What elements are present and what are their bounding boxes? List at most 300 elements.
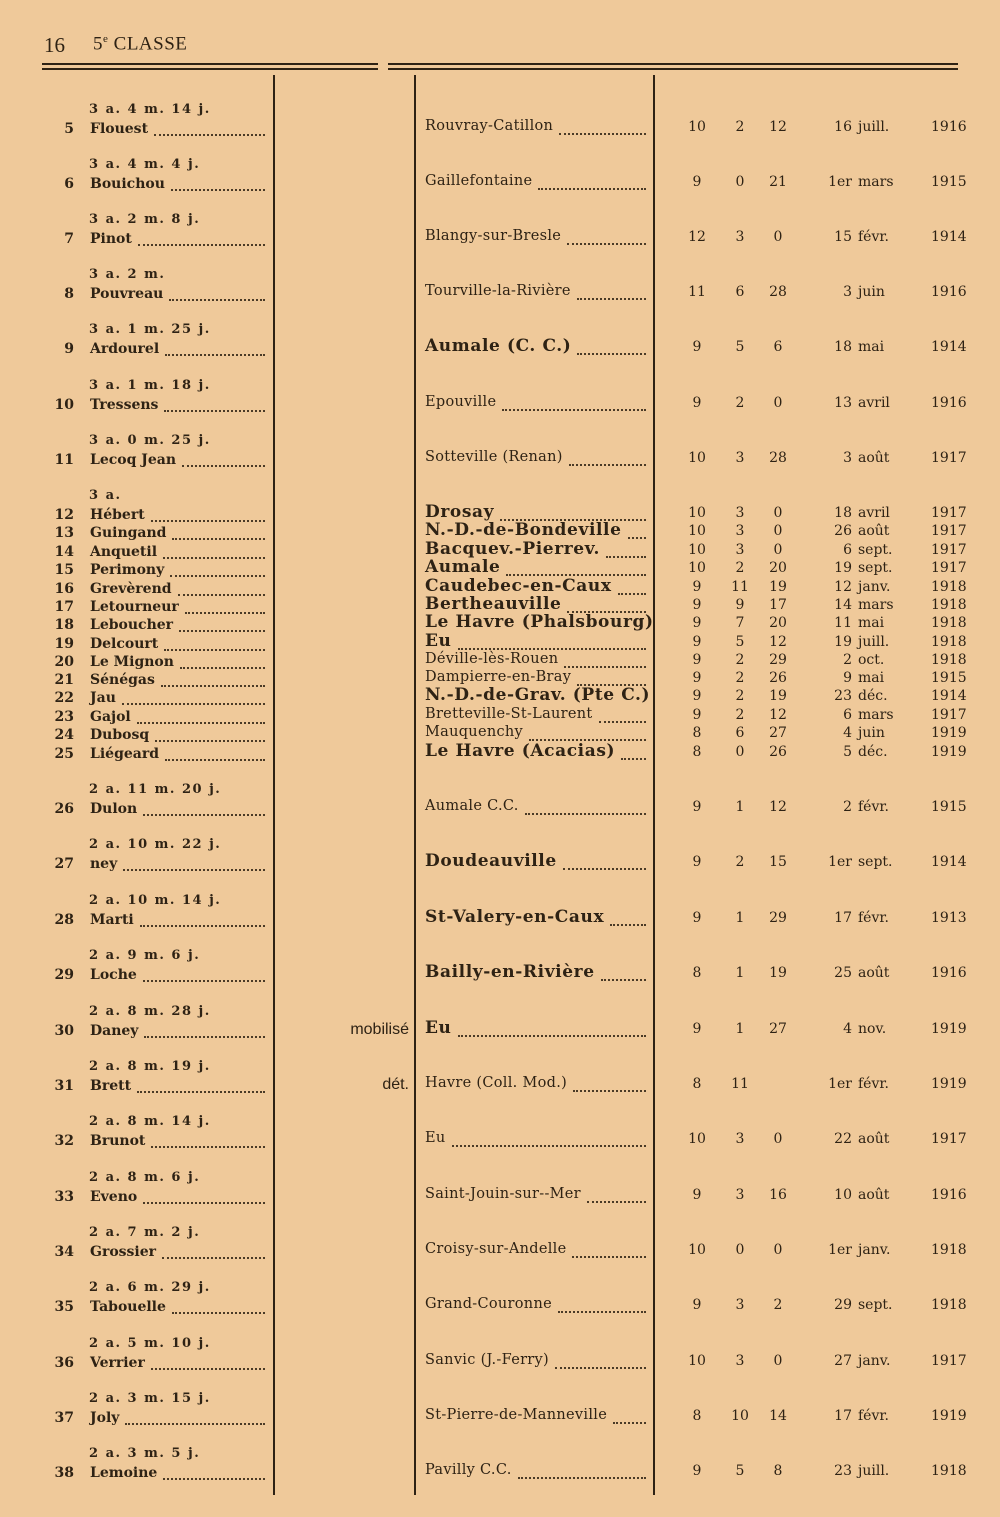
date-month: mars <box>858 707 894 723</box>
score-3: 26 <box>769 670 787 686</box>
age-gap: 2 a. 11 m. 20 j. <box>89 782 222 797</box>
score-3: 8 <box>773 1463 783 1479</box>
rank-number: 15 <box>54 562 74 578</box>
score-3: 26 <box>769 744 787 760</box>
date-month: mai <box>858 670 885 686</box>
score-2: 1 <box>735 910 745 926</box>
date-month: févr. <box>858 1076 889 1092</box>
rank-number: 9 <box>64 341 74 357</box>
date-month: avril <box>858 395 890 411</box>
date-day: 4 <box>843 725 852 741</box>
score-3: 29 <box>769 910 787 926</box>
status-note: dét. <box>382 1076 409 1093</box>
school-leader-dots <box>559 132 646 135</box>
school-leader-dots <box>502 408 646 411</box>
student-name: Lemoine <box>90 1465 158 1481</box>
school-name: Gaillefontaine <box>425 173 533 189</box>
age-gap: 2 a. 3 m. 15 j. <box>89 1391 211 1406</box>
student-name: Le Mignon <box>90 654 174 670</box>
score-3: 15 <box>769 854 787 870</box>
student-name: Daney <box>90 1023 139 1039</box>
name-leader-dots <box>170 574 265 577</box>
date-year: 1914 <box>931 339 967 355</box>
page-number: 16 <box>44 33 65 57</box>
score-1: 9 <box>692 652 702 668</box>
student-name: ney <box>90 856 118 872</box>
score-2: 3 <box>735 1353 745 1369</box>
date-month: août <box>858 450 890 466</box>
name-leader-dots <box>155 739 265 742</box>
date-month: févr. <box>858 799 889 815</box>
school-name: Pavilly C.C. <box>425 1462 512 1478</box>
age-gap: 2 a. 9 m. 6 j. <box>89 948 201 963</box>
date-year: 1918 <box>931 1297 967 1313</box>
score-1: 10 <box>688 505 706 521</box>
student-name: Bouichou <box>90 176 165 192</box>
score-3: 12 <box>769 119 787 135</box>
date-day: 1er <box>828 1076 852 1092</box>
age-gap: 3 a. 1 m. 25 j. <box>89 322 211 337</box>
rank-number: 8 <box>64 286 74 302</box>
date-year: 1917 <box>931 450 967 466</box>
name-leader-dots <box>144 1035 265 1038</box>
date-month: janv. <box>858 1353 891 1369</box>
class-number: 5 <box>93 33 103 55</box>
school-name: Rouvray-Catillon <box>425 118 554 134</box>
date-month: févr. <box>858 1408 889 1424</box>
score-1: 12 <box>688 229 706 245</box>
score-1: 10 <box>688 1353 706 1369</box>
student-name: Hébert <box>90 507 145 523</box>
school-leader-dots <box>628 536 646 539</box>
date-year: 1919 <box>931 744 967 760</box>
school-leader-dots <box>567 610 646 613</box>
rank-number: 29 <box>54 967 74 983</box>
score-3: 0 <box>773 523 783 539</box>
score-3: 12 <box>769 799 787 815</box>
date-year: 1918 <box>931 1463 967 1479</box>
age-gap: 2 a. 6 m. 29 j. <box>89 1280 211 1295</box>
student-name: Pinot <box>90 231 132 247</box>
rank-number: 18 <box>54 617 74 633</box>
date-month: févr. <box>858 910 889 926</box>
school-name: Sotteville (Renan) <box>425 449 563 465</box>
date-day: 6 <box>843 707 852 723</box>
date-month: sept. <box>858 854 893 870</box>
school-leader-dots <box>458 647 646 650</box>
school-leader-dots <box>506 573 646 576</box>
date-month: oct. <box>858 652 885 668</box>
school-leader-dots <box>577 683 646 686</box>
date-day: 14 <box>834 597 852 613</box>
date-year: 1917 <box>931 707 967 723</box>
school-name: Bretteville-St-Laurent <box>425 706 593 722</box>
school-leader-dots <box>558 1310 646 1313</box>
score-2: 2 <box>735 707 745 723</box>
date-month: mars <box>858 597 894 613</box>
rank-number: 17 <box>54 599 74 615</box>
score-1: 9 <box>692 395 702 411</box>
score-1: 10 <box>688 1131 706 1147</box>
rank-number: 20 <box>54 654 74 670</box>
student-name: Letourneur <box>90 599 179 615</box>
name-leader-dots <box>143 813 265 816</box>
score-2: 2 <box>735 670 745 686</box>
rank-number: 13 <box>54 525 74 541</box>
column-divider-1 <box>273 75 275 1495</box>
date-month: sept. <box>858 542 893 558</box>
date-day: 15 <box>834 229 852 245</box>
rank-number: 25 <box>54 746 74 762</box>
student-name: Brunot <box>90 1133 146 1149</box>
school-leader-dots <box>599 720 646 723</box>
score-3: 20 <box>769 560 787 576</box>
school-leader-dots <box>618 592 646 595</box>
school-leader-dots <box>610 923 646 926</box>
date-day: 10 <box>834 1187 852 1203</box>
school-name: Bacquev.-Pierrev. <box>425 539 601 559</box>
score-3: 0 <box>773 505 783 521</box>
score-3: 12 <box>769 707 787 723</box>
date-month: juill. <box>858 634 890 650</box>
student-name: Dubosq <box>90 727 150 743</box>
school-name: Eu <box>425 631 452 651</box>
name-leader-dots <box>179 629 265 632</box>
date-year: 1917 <box>931 523 967 539</box>
score-3: 19 <box>769 965 787 981</box>
score-1: 9 <box>692 634 702 650</box>
date-day: 5 <box>843 744 852 760</box>
date-day: 9 <box>843 670 852 686</box>
rank-number: 27 <box>54 856 74 872</box>
student-name: Gajol <box>90 709 131 725</box>
school-leader-dots <box>538 187 646 190</box>
rank-number: 37 <box>54 1410 74 1426</box>
student-name: Flouest <box>90 121 149 137</box>
student-name: Marti <box>90 912 134 928</box>
date-year: 1919 <box>931 725 967 741</box>
score-1: 9 <box>692 174 702 190</box>
rank-number: 16 <box>54 581 74 597</box>
school-name: Bailly-en-Rivière <box>425 962 595 982</box>
class-label: CLASSE <box>113 33 188 55</box>
school-name: Epouville <box>425 394 497 410</box>
date-day: 18 <box>834 339 852 355</box>
score-3: 0 <box>773 1242 783 1258</box>
date-day: 1er <box>828 1242 852 1258</box>
age-gap: 3 a. 4 m. 4 j. <box>89 157 201 172</box>
student-name: Perimony <box>90 562 165 578</box>
name-leader-dots <box>165 758 265 761</box>
rank-number: 38 <box>54 1465 74 1481</box>
date-day: 6 <box>843 542 852 558</box>
date-year: 1918 <box>931 634 967 650</box>
date-month: déc. <box>858 744 888 760</box>
school-leader-dots <box>572 1255 646 1258</box>
school-name: Sanvic (J.-Ferry) <box>425 1352 549 1368</box>
rank-number: 14 <box>54 544 74 560</box>
score-1: 9 <box>692 1463 702 1479</box>
score-1: 8 <box>692 965 702 981</box>
school-name: Le Havre (Phalsbourg) <box>425 612 654 632</box>
school-name: Le Havre (Acacias) <box>425 741 616 761</box>
date-year: 1915 <box>931 174 967 190</box>
name-leader-dots <box>137 721 265 724</box>
date-month: juill. <box>858 1463 890 1479</box>
school-leader-dots <box>518 1476 646 1479</box>
date-year: 1914 <box>931 854 967 870</box>
name-leader-dots <box>143 979 265 982</box>
school-name: Aumale C.C. <box>425 798 519 814</box>
score-2: 0 <box>735 1242 745 1258</box>
score-2: 3 <box>735 542 745 558</box>
school-leader-dots <box>500 518 646 521</box>
school-leader-dots <box>577 352 646 355</box>
score-2: 11 <box>731 1076 749 1092</box>
score-3: 0 <box>773 1353 783 1369</box>
date-month: avril <box>858 505 890 521</box>
date-month: janv. <box>858 1242 891 1258</box>
school-name: Saint-Jouin-sur--Mer <box>425 1186 581 1202</box>
score-3: 6 <box>773 339 783 355</box>
score-2: 3 <box>735 523 745 539</box>
score-1: 9 <box>692 1187 702 1203</box>
score-3: 20 <box>769 615 787 631</box>
date-day: 3 <box>843 284 852 300</box>
date-month: sept. <box>858 1297 893 1313</box>
school-name: St-Pierre-de-Manneville <box>425 1407 608 1423</box>
student-name: Liégeard <box>90 746 160 762</box>
name-leader-dots <box>178 593 265 596</box>
score-2: 1 <box>735 799 745 815</box>
score-3: 19 <box>769 579 787 595</box>
score-2: 1 <box>735 965 745 981</box>
score-2: 1 <box>735 1021 745 1037</box>
student-name: Leboucher <box>90 617 174 633</box>
score-3: 16 <box>769 1187 787 1203</box>
school-name: Eu <box>425 1130 446 1146</box>
score-3: 2 <box>773 1297 783 1313</box>
date-day: 18 <box>834 505 852 521</box>
age-gap: 2 a. 10 m. 14 j. <box>89 893 222 908</box>
score-3: 17 <box>769 597 787 613</box>
score-2: 2 <box>735 560 745 576</box>
student-name: Jau <box>90 690 116 706</box>
school-name: N.-D.-de-Grav. (Pte C.) <box>425 685 651 705</box>
score-2: 3 <box>735 229 745 245</box>
name-leader-dots <box>151 519 265 522</box>
date-month: mai <box>858 615 885 631</box>
date-day: 22 <box>834 1131 852 1147</box>
class-suffix: e <box>103 33 109 45</box>
score-2: 5 <box>735 339 745 355</box>
score-1: 9 <box>692 707 702 723</box>
school-name: Tourville-la-Rivière <box>425 283 571 299</box>
date-year: 1917 <box>931 1131 967 1147</box>
date-year: 1918 <box>931 597 967 613</box>
header-rule-left-bottom <box>42 68 378 70</box>
date-day: 2 <box>843 799 852 815</box>
date-day: 25 <box>834 965 852 981</box>
score-2: 7 <box>735 615 745 631</box>
date-month: nov. <box>858 1021 887 1037</box>
date-year: 1913 <box>931 910 967 926</box>
score-2: 2 <box>735 652 745 668</box>
page-title <box>93 33 187 55</box>
date-year: 1917 <box>931 505 967 521</box>
score-1: 9 <box>692 854 702 870</box>
student-name: Delcourt <box>90 636 159 652</box>
school-name: Aumale <box>425 557 501 577</box>
date-day: 13 <box>834 395 852 411</box>
school-name: Drosay <box>425 502 495 522</box>
date-month: août <box>858 1131 890 1147</box>
score-2: 6 <box>735 284 745 300</box>
school-name: Caudebec-en-Caux <box>425 576 612 596</box>
age-gap: 2 a. 10 m. 22 j. <box>89 837 222 852</box>
name-leader-dots <box>164 648 265 651</box>
date-month: août <box>858 965 890 981</box>
score-1: 9 <box>692 579 702 595</box>
student-name: Anquetil <box>90 544 158 560</box>
age-gap: 3 a. 1 m. 18 j. <box>89 378 211 393</box>
date-year: 1919 <box>931 1408 967 1424</box>
name-leader-dots <box>125 1422 265 1425</box>
date-day: 1er <box>828 174 852 190</box>
student-name: Sénégas <box>90 672 155 688</box>
date-day: 1er <box>828 854 852 870</box>
school-name: Croisy-sur-Andelle <box>425 1241 567 1257</box>
student-name: Ardourel <box>90 341 160 357</box>
name-leader-dots <box>161 684 265 687</box>
rank-number: 31 <box>54 1078 74 1094</box>
name-leader-dots <box>182 464 265 467</box>
date-year: 1915 <box>931 670 967 686</box>
rank-number: 19 <box>54 636 74 652</box>
date-day: 29 <box>834 1297 852 1313</box>
student-name: Guingand <box>90 525 167 541</box>
date-year: 1918 <box>931 1242 967 1258</box>
student-name: Pouvreau <box>90 286 164 302</box>
student-name: Loche <box>90 967 137 983</box>
student-name: Joly <box>90 1410 120 1426</box>
rank-number: 22 <box>54 690 74 706</box>
school-leader-dots <box>606 555 646 558</box>
school-leader-dots <box>569 463 646 466</box>
date-year: 1916 <box>931 965 967 981</box>
age-gap: 2 a. 8 m. 28 j. <box>89 1004 211 1019</box>
school-name: Aumale (C. C.) <box>425 336 572 356</box>
school-name: Bertheauville <box>425 594 562 614</box>
date-month: sept. <box>858 560 893 576</box>
date-month: mars <box>858 174 894 190</box>
score-1: 8 <box>692 725 702 741</box>
school-leader-dots <box>567 242 646 245</box>
age-gap: 3 a. <box>89 488 122 503</box>
name-leader-dots <box>163 1477 265 1480</box>
school-name: Havre (Coll. Mod.) <box>425 1075 568 1091</box>
age-gap: 2 a. 8 m. 14 j. <box>89 1114 211 1129</box>
student-name: Grossier <box>90 1244 157 1260</box>
rank-number: 35 <box>54 1299 74 1315</box>
school-leader-dots <box>601 978 646 981</box>
date-year: 1917 <box>931 1353 967 1369</box>
name-leader-dots <box>151 1367 265 1370</box>
score-3: 12 <box>769 634 787 650</box>
date-year: 1918 <box>931 579 967 595</box>
name-leader-dots <box>163 556 265 559</box>
score-1: 10 <box>688 542 706 558</box>
school-leader-dots <box>621 757 646 760</box>
score-2: 3 <box>735 1187 745 1203</box>
header-rule-right-bottom <box>388 68 958 70</box>
date-day: 2 <box>843 652 852 668</box>
rank-number: 24 <box>54 727 74 743</box>
score-3: 28 <box>769 450 787 466</box>
student-name: Dulon <box>90 801 138 817</box>
school-name: Eu <box>425 1018 452 1038</box>
score-1: 10 <box>688 119 706 135</box>
date-year: 1916 <box>931 395 967 411</box>
score-1: 8 <box>692 1408 702 1424</box>
age-gap: 2 a. 8 m. 19 j. <box>89 1059 211 1074</box>
score-1: 9 <box>692 799 702 815</box>
name-leader-dots <box>164 409 265 412</box>
score-1: 10 <box>688 450 706 466</box>
score-2: 2 <box>735 119 745 135</box>
rank-number: 23 <box>54 709 74 725</box>
date-day: 23 <box>834 688 852 704</box>
date-year: 1916 <box>931 284 967 300</box>
name-leader-dots <box>171 188 265 191</box>
rank-number: 10 <box>54 397 74 413</box>
score-3: 27 <box>769 725 787 741</box>
score-3: 0 <box>773 542 783 558</box>
school-name: Doudeauville <box>425 851 557 871</box>
name-leader-dots <box>165 353 265 356</box>
rank-number: 5 <box>64 121 74 137</box>
date-month: juin <box>858 725 885 741</box>
student-name: Grevèrend <box>90 581 172 597</box>
score-1: 9 <box>692 615 702 631</box>
school-leader-dots <box>613 1421 646 1424</box>
score-2: 5 <box>735 1463 745 1479</box>
school-name: Mauquenchy <box>425 724 524 740</box>
rank-number: 12 <box>54 507 74 523</box>
rank-number: 7 <box>64 231 74 247</box>
school-name: Déville-lès-Rouen <box>425 651 559 667</box>
student-name: Eveno <box>90 1189 138 1205</box>
score-3: 0 <box>773 1131 783 1147</box>
age-gap: 2 a. 3 m. 5 j. <box>89 1446 201 1461</box>
date-month: déc. <box>858 688 888 704</box>
date-year: 1915 <box>931 799 967 815</box>
school-leader-dots <box>525 812 646 815</box>
score-2: 3 <box>735 505 745 521</box>
name-leader-dots <box>162 1256 265 1259</box>
score-1: 9 <box>692 1021 702 1037</box>
score-2: 9 <box>735 597 745 613</box>
school-leader-dots <box>529 738 646 741</box>
score-1: 10 <box>688 1242 706 1258</box>
rank-number: 6 <box>64 176 74 192</box>
score-1: 10 <box>688 523 706 539</box>
date-month: mai <box>858 339 885 355</box>
score-2: 10 <box>731 1408 749 1424</box>
school-name: St-Valery-en-Caux <box>425 907 605 927</box>
score-1: 11 <box>688 284 706 300</box>
score-3: 21 <box>769 174 787 190</box>
